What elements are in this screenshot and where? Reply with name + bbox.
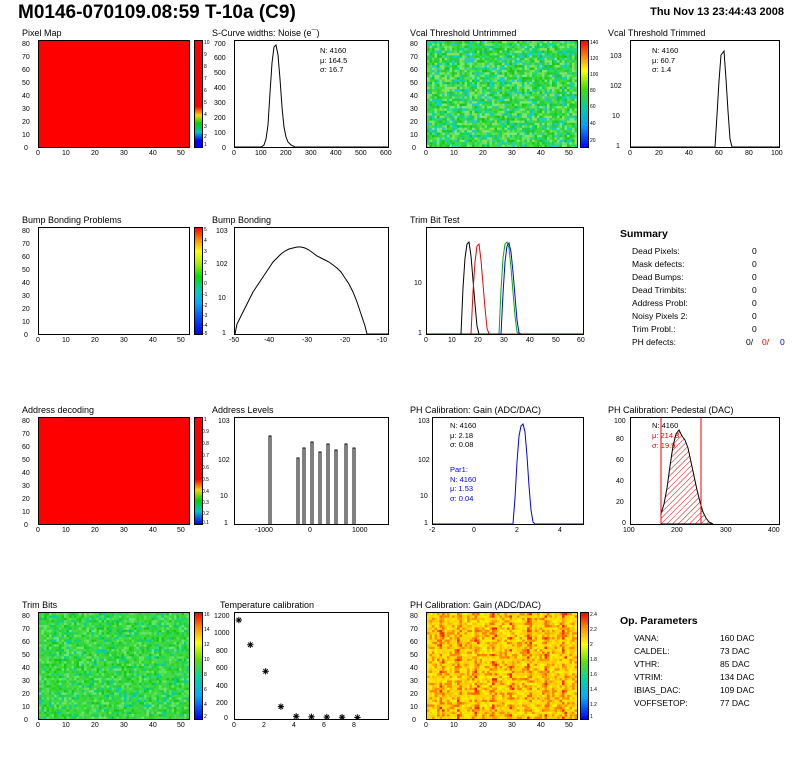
panel-scurve-widths: S-Curve widths: Noise (e¯) N: 4160 μ: 164.5 σ: 16.7 0 100 200 300 400 500 600 700 0 100 200 300 400 500 600 [212, 28, 392, 157]
panel-title: PH Calibration: Gain (ADC/DAC) [410, 600, 542, 610]
summary-row: Address Probl: 0 [632, 298, 757, 308]
stats-box: N: 4160 μ: 60.7 σ: 1.4 [652, 46, 679, 74]
plot-frame [234, 612, 389, 720]
summary-row: Dead Trimbits: 0 [632, 285, 757, 295]
panel-ph-gain-map: PH Calibration: Gain (ADC/DAC) 2.4 2.2 2 1.8 1.6 1.4 1.2 1 0 10 20 30 40 50 60 70 80 0 10 20 30 40 50 [410, 600, 597, 729]
plot-frame [234, 227, 389, 335]
panel-ph-gain-hist: PH Calibration: Gain (ADC/DAC) N: 4160 μ: 2.18 σ: 0.08 Par1: N: 4160 μ: 1.53 σ: 0.04 1 10 102 103 -2 0 2 4 [410, 405, 595, 533]
panel-temperature-calibration: Temperature calibration 0 200 400 600 800 1000 1200 0 2 4 6 8 [212, 600, 402, 728]
op-parameters-heading: Op. Parameters [620, 615, 698, 627]
plot-frame [38, 40, 190, 148]
panel-title: Trim Bits [22, 600, 58, 610]
summary-heading: Summary [620, 228, 668, 240]
panel-title: Vcal Threshold Untrimmed [410, 28, 517, 38]
panel-title: Bump Bonding Problems [22, 215, 122, 225]
panel-trim-bits: Trim Bits 16 14 12 10 8 6 4 2 0 10 20 30 40 50 60 70 80 0 10 20 30 40 50 [22, 600, 210, 729]
stats-box-black: N: 4160 μ: 2.18 σ: 0.08 [450, 421, 477, 449]
panel-bump-bonding: Bump Bonding 1 10 102 103 -50 -40 -30 -20 -10 [212, 215, 388, 344]
plot-frame [38, 612, 190, 720]
plot-frame [426, 227, 584, 335]
op-param-row: IBIAS_DAC: 109 DAC [634, 685, 755, 695]
color-palette [194, 227, 203, 335]
color-palette [194, 40, 203, 148]
plot-frame [426, 612, 578, 720]
panel-title: Vcal Threshold Trimmed [608, 28, 706, 38]
op-param-row: VOFFSETOP: 77 DAC [634, 698, 750, 708]
panel-title: PH Calibration: Gain (ADC/DAC) [410, 405, 542, 415]
panel-title: Bump Bonding [212, 215, 272, 225]
panel-pixel-map: Pixel Map 10 9 8 7 6 5 4 3 2 1 0 10 20 30 40 50 60 70 80 0 10 20 30 40 50 [22, 28, 210, 157]
plot-frame [38, 417, 190, 525]
panel-title: S-Curve widths: Noise (e¯) [212, 28, 320, 38]
stats-box-blue: Par1: N: 4160 μ: 1.53 σ: 0.04 [450, 465, 477, 503]
page-title: M0146-070109.08:59 T-10a (C9) [18, 2, 296, 23]
panel-title: Address Levels [212, 405, 274, 415]
summary-row: Dead Pixels: 0 [632, 246, 757, 256]
plot-frame [38, 227, 190, 335]
op-param-row: VTRIM: 134 DAC [634, 672, 755, 682]
panel-title: Temperature calibration [220, 600, 315, 610]
stats-box: N: 4160 μ: 164.5 σ: 16.7 [320, 46, 348, 74]
plot-frame [234, 40, 389, 148]
op-param-row: CALDEL: 73 DAC [634, 646, 750, 656]
summary-row: Noisy Pixels 2: 0 [632, 311, 757, 321]
panel-address-decoding: Address decoding 1 0.9 0.8 0.7 0.6 0.5 0.4 0.3 0.2 0.1 0 10 20 30 40 50 60 70 80 0 10 20 30 40 50 [22, 405, 209, 534]
summary-row: Trim Probl.: 0 [632, 324, 757, 334]
panel-ph-pedestal: PH Calibration: Pedestal (DAC) N: 4160 μ: 214.3 σ: 19.9 0 20 40 60 80 100 100 200 300 400 [608, 405, 780, 534]
color-palette [580, 612, 589, 720]
plot-frame [426, 40, 578, 148]
op-param-row: VANA: 160 DAC [634, 633, 755, 643]
panel-address-levels: Address Levels 1 10 102 103 -1000 0 1000 [212, 405, 402, 533]
stats-box-red: μ: 214.3 σ: 19.9 [652, 431, 680, 450]
panel-vcal-threshold-untrimmed: Vcal Threshold Untrimmed 140 120 100 80 60 40 20 0 10 20 30 40 50 60 70 80 0 10 20 30 40 50 [410, 28, 599, 157]
color-palette [580, 40, 589, 148]
panel-title: PH Calibration: Pedestal (DAC) [608, 405, 734, 415]
op-param-row: VTHR: 85 DAC [634, 659, 750, 669]
panel-vcal-threshold-trimmed: Vcal Threshold Trimmed N: 4160 μ: 60.7 σ: 1.4 1 10 102 103 0 20 40 60 80 100 [608, 28, 783, 157]
timestamp: Thu Nov 13 23:44:43 2008 [650, 6, 784, 18]
plot-frame [234, 417, 389, 525]
summary-row: Dead Bumps: 0 [632, 272, 757, 282]
color-palette [194, 612, 203, 720]
panel-title: Address decoding [22, 405, 95, 415]
summary-row: Mask defects: 0 [632, 259, 757, 269]
summary-row-ph-defects: PH defects: 0/ 0/ 0 [632, 337, 785, 347]
panel-trim-bit-test: Trim Bit Test 1 10 0 10 20 30 40 50 60 [410, 215, 585, 344]
panel-summary [620, 228, 795, 348]
stats-box: N: 4160 [652, 421, 679, 430]
panel-op-parameters [620, 615, 795, 725]
panel-title: Pixel Map [22, 28, 62, 38]
panel-title: Trim Bit Test [410, 215, 460, 225]
panel-bump-bonding-problems: Bump Bonding Problems 5 4 3 2 1 0 -1 -2 -3 -4 -5 0 10 20 30 40 50 60 70 80 0 10 20 30 40 50 [22, 215, 208, 344]
